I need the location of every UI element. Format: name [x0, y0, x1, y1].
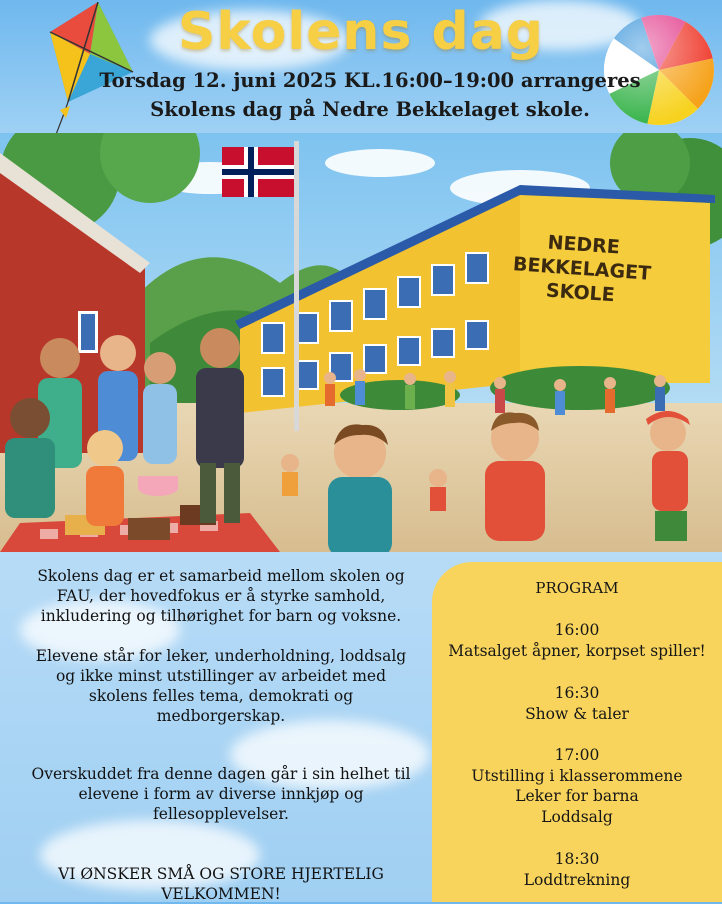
program-item: Leker for barna — [515, 787, 639, 805]
intro-text-block — [30, 566, 412, 904]
program-time: 16:00 — [554, 621, 600, 639]
program-slot — [432, 620, 722, 661]
school-scene-image — [0, 133, 722, 552]
page-title: Skolens dag — [177, 2, 545, 62]
intro-paragraph-activities: Elevene står for leker, underholdning, loddsalg og ikke minst utstillinger av arbeidet med skolens felles tema, demokrati og medborgerskap. — [35, 647, 407, 725]
sign-line-3: SKOLE — [545, 279, 616, 307]
sign-line-2: BEKKELAGET — [512, 253, 652, 285]
program-item: Loddtrekning — [523, 870, 631, 889]
program-item: Matsalget åpner, korpset spiller! — [448, 641, 706, 660]
event-subtitle — [90, 66, 650, 124]
program-time: 17:00 — [554, 746, 600, 764]
program-slot — [432, 683, 722, 724]
program-item: Utstilling i klasserommene — [471, 766, 683, 785]
program-time: 16:30 — [554, 684, 600, 702]
program-item: Show & taler — [525, 704, 629, 723]
program-slot — [432, 849, 722, 890]
sign-line-1: NEDRE — [546, 231, 621, 259]
program-slot — [432, 745, 722, 827]
subtitle-line-date: Torsdag 12. juni 2025 KL.16:00–19:00 arrangeres — [99, 69, 641, 92]
school-illustration — [0, 133, 722, 552]
school-name-sign — [510, 228, 655, 310]
intro-paragraph-welcome: VI ØNSKER SMÅ OG STORE HJERTELIG VELKOMMEN! — [58, 865, 384, 903]
program-panel — [432, 562, 722, 902]
subtitle-line-location: Skolens dag på Nedre Bekkelaget skole. — [150, 98, 590, 121]
program-item: Loddsalg — [541, 807, 613, 826]
intro-paragraph-collaboration: Skolens dag er et samarbeid mellom skolen og FAU, der hovedfokus er å styrke samhold, inkludering og tilhørighet for barn og voksne. — [37, 567, 405, 625]
program-time: 18:30 — [554, 850, 600, 868]
intro-paragraph-proceeds: Overskuddet fra denne dagen går i sin helhet til elevene i form av diverse innkjøp og fellesopplevelser. — [31, 765, 411, 823]
program-title: PROGRAM — [535, 579, 619, 597]
